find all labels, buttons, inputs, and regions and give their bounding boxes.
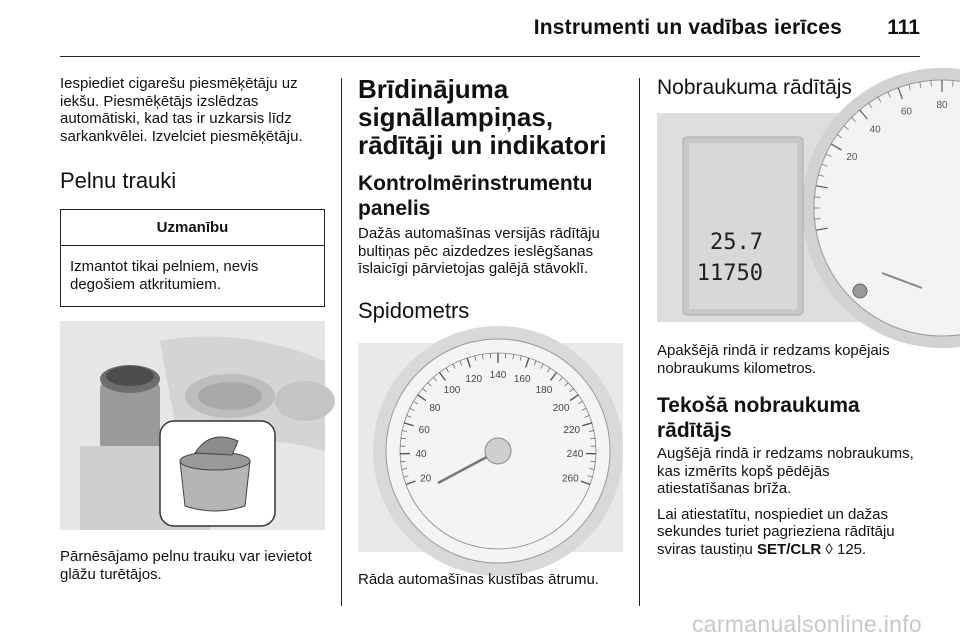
set-clr-label: SET/CLR (757, 540, 822, 558)
watermark: carmanualsonline.info (691, 611, 922, 637)
speedometer-label: 220 (563, 424, 581, 436)
ashtray-heading: Pelnu trauki (60, 168, 177, 193)
odometer-gauge-label: 20 (846, 152, 858, 163)
reset-text-pre: Lai atiestatītu, nospiediet un dažas sekundes turiet pagrieziena rādītāju sviras taustiņu (657, 505, 895, 558)
page-ref-icon: ◊ (825, 540, 833, 558)
ashtray-illustration (60, 321, 325, 530)
warning-title: Uzmanību (61, 210, 324, 246)
odometer-gauge-label: 40 (869, 124, 881, 136)
odometer-gauge-label: 60 (900, 106, 912, 118)
cigarette-lighter-text: Iespiediet cigarešu piesmēķētāju uz iekšu. Piesmēķētājs izslēdzas automātiski, kad tas ir uzkarsis līdz sarkankvēlei. Izvelciet piesmēķētāju. (60, 75, 303, 145)
warning-text: Izmantot tikai pelniem, nevis degošiem atkritumiem. (70, 258, 259, 293)
page-header-title: Instrumenti un vadības ierīces (533, 16, 842, 39)
page-number: 111 (887, 16, 920, 39)
speedometer-illustration (358, 343, 623, 552)
column-1 (60, 75, 325, 583)
column-divider (639, 78, 640, 606)
speedometer-label: 180 (535, 384, 553, 396)
column-2 (358, 75, 623, 588)
speedometer-label: 260 (562, 472, 579, 484)
odometer-caption: Apakšējā rindā ir redzams kopējais nobraukums kilometros. (657, 342, 890, 377)
column-divider (341, 78, 342, 606)
speedometer-label: 240 (566, 448, 584, 460)
needle-hub (485, 438, 511, 464)
speedometer-heading: Spidometrs (358, 297, 470, 323)
trip-odometer-text: Augšējā rindā ir redzams nobraukums, kas izmērīts kopš pēdējās atiestatīšanas brīža. (657, 445, 914, 497)
speedometer-label: 40 (415, 448, 427, 460)
trip-odometer-heading: Tekošā nobraukuma rādītājs (657, 394, 860, 442)
odometer-gauge-label: 80 (936, 100, 948, 111)
trip-display: 25.7 (710, 230, 763, 255)
section-heading: Brīdinājuma signāllampiņas, rādītāji un indikatori (358, 74, 607, 160)
odometer-display: 11750 (696, 261, 763, 286)
odometer-heading: Nobraukuma rādītājs (657, 76, 852, 99)
speedometer-label: 200 (552, 402, 570, 414)
speedometer-caption: Rāda automašīnas kustības ātrumu. (358, 570, 599, 588)
warning-box (60, 209, 325, 307)
speedometer-label: 120 (465, 373, 483, 385)
speedometer-label: 80 (429, 402, 441, 414)
speedometer-label: 20 (420, 472, 432, 484)
speedometer-label: 60 (418, 424, 430, 436)
speedometer-label: 100 (443, 384, 461, 396)
instrument-panel-heading: Kontrolmērinstrumentu panelis (358, 172, 593, 220)
page-ref-number: 125. (832, 540, 867, 558)
ashtray-caption: Pārnēsājamo pelnu trauku var ievietot glāžu turētājos. (60, 548, 312, 583)
column-3 (657, 75, 948, 558)
odometer-illustration (657, 100, 948, 322)
speedometer-label: 140 (489, 369, 507, 381)
header-rule (60, 56, 920, 57)
speedometer-label: 160 (513, 373, 531, 385)
reset-knob (853, 284, 867, 298)
instrument-panel-text: Dažās automašīnas versijās rādītāju bultiņas pēc aizdedzes ieslēgšanas īslaicīgi pārvietojas galējā stāvoklī. (358, 225, 600, 277)
trip-reset-text (657, 506, 922, 559)
